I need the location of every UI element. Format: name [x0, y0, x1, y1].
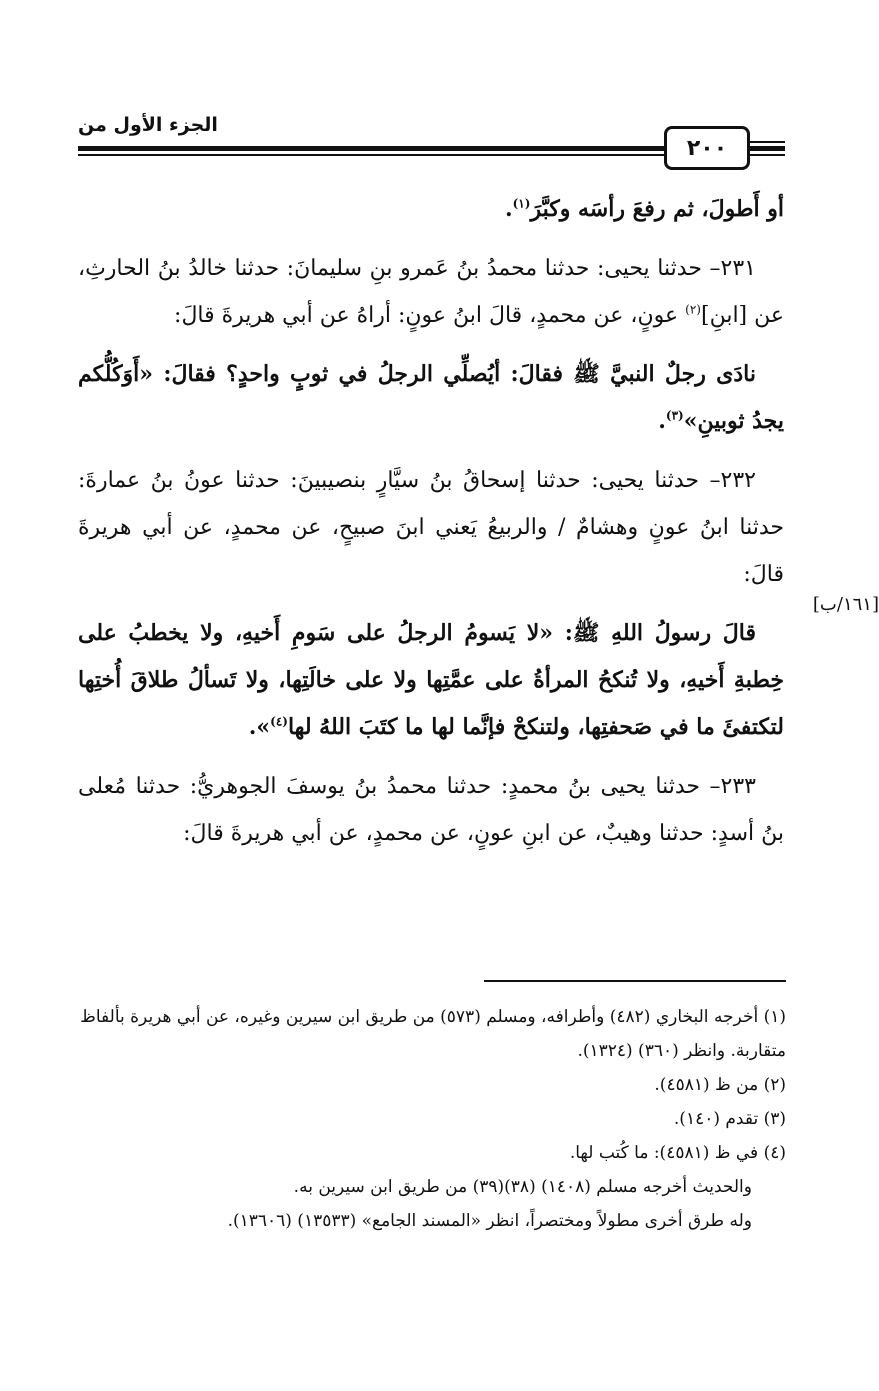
- manuscript-folio-note: [١٦١/ب]: [812, 594, 879, 615]
- footnote-4: (٤) في ظ (٤٥٨١): ما كُتب لها.: [569, 1143, 786, 1163]
- header-rule-right-top: [745, 141, 785, 143]
- footnote-separator: [484, 980, 786, 982]
- footnote-ref: (٢): [685, 302, 701, 317]
- footnote-4-continuation: وله طرق أخرى مطولاً ومختصراً، انظر «المسند الجامع» (١٣٥٣٣) (١٣٦٠٦).: [227, 1211, 752, 1231]
- header-rule-right-thin: [745, 154, 785, 156]
- footnote-3: (٣) تقدم (١٤٠).: [673, 1109, 786, 1129]
- footnotes: [78, 1000, 786, 1238]
- footnote-4-continuation: والحديث أخرجه مسلم (١٤٠٨) (٣٨)(٣٩) من طريق ابن سيرين به.: [293, 1177, 752, 1197]
- hadith-232-isnad: ٢٣٢– حدثنا يحيى: حدثنا إسحاقُ بنُ سيَّارٍ بنصيبينَ: حدثنا عونُ بنُ عمارةَ: حدثنا ابنُ عونٍ وهشامٌ / والربيعُ يَعني ابنَ صبيحٍ، عن محمدٍ، عن أبي هريرةَ قالَ:: [78, 468, 784, 587]
- main-text: [78, 186, 784, 869]
- footnote-ref: (١): [512, 196, 531, 211]
- hadith-232-matn: قالَ رسولُ اللهِ ﷺ: «لا يَسومُ الرجلُ على سَومِ أَخيهِ، ولا يخطبُ على خِطبةِ أَخيهِ، ولا تُنكحُ المرأةُ على عمَّتِها ولا على خالَتِها، ولا تَسألُ طلاقَ أُختِها لتكتفئَ ما في صَحفتِها، ولتنكحْ فإنَّما لها ما كتَبَ اللهُ لها$^{(٤)}$».: [78, 620, 784, 740]
- hadith-233-isnad: ٢٣٣– حدثنا يحيى بنُ محمدٍ: حدثنا محمدُ بنُ يوسفَ الجوهريُّ: حدثنا مُعلى بنُ أسدٍ: حدثنا وهيبٌ، عن ابنِ عونٍ، عن محمدٍ، عن أبي هريرةَ قالَ:: [78, 774, 784, 846]
- hadith-231-isnad: ٢٣١– حدثنا يحيى: حدثنا محمدُ بنُ عَمرو بنِ سليمانَ: حدثنا خالدُ بنُ الحارثِ، عن [ابنِ]$^{(٢)}$ عونٍ، عن محمدٍ، قالَ ابنُ عونٍ: أراهُ عن أبي هريرةَ قالَ:: [78, 256, 784, 328]
- running-header-title: الجزء الأول من: [78, 114, 218, 136]
- paragraph-continuation: أو أَطولَ، ثم رفعَ رأسَه وكبَّرَ$^{(١)}$.: [504, 196, 784, 222]
- header-rule-right-thick: [745, 146, 785, 151]
- page-number-box: [664, 126, 750, 170]
- header-rule-thin: [78, 154, 668, 156]
- footnote-ref: (٤): [270, 714, 288, 729]
- footnote-ref: (٣): [665, 408, 684, 423]
- page-number: ٢٠٠: [686, 135, 728, 161]
- hadith-231-matn: نادَى رجلٌ النبيَّ ﷺ فقالَ: أيُصلِّي الرجلُ في ثوبٍ واحدٍ؟ فقالَ: «أَوَكُلُّكم يجدُ ثوبينِ»$^{(٣)}$.: [78, 361, 784, 434]
- header-rule-thick: [78, 146, 668, 151]
- footnote-1: (١) أخرجه البخاري (٤٨٢) وأطرافه، ومسلم (٥٧٣) من طريق ابن سيرين وغيره، عن أبي هريرة بألفاظ متقاربة. وانظر (٣٦٠) (١٣٢٤).: [80, 1007, 786, 1061]
- footnote-2: (٢) من ظ (٤٥٨١).: [654, 1075, 786, 1095]
